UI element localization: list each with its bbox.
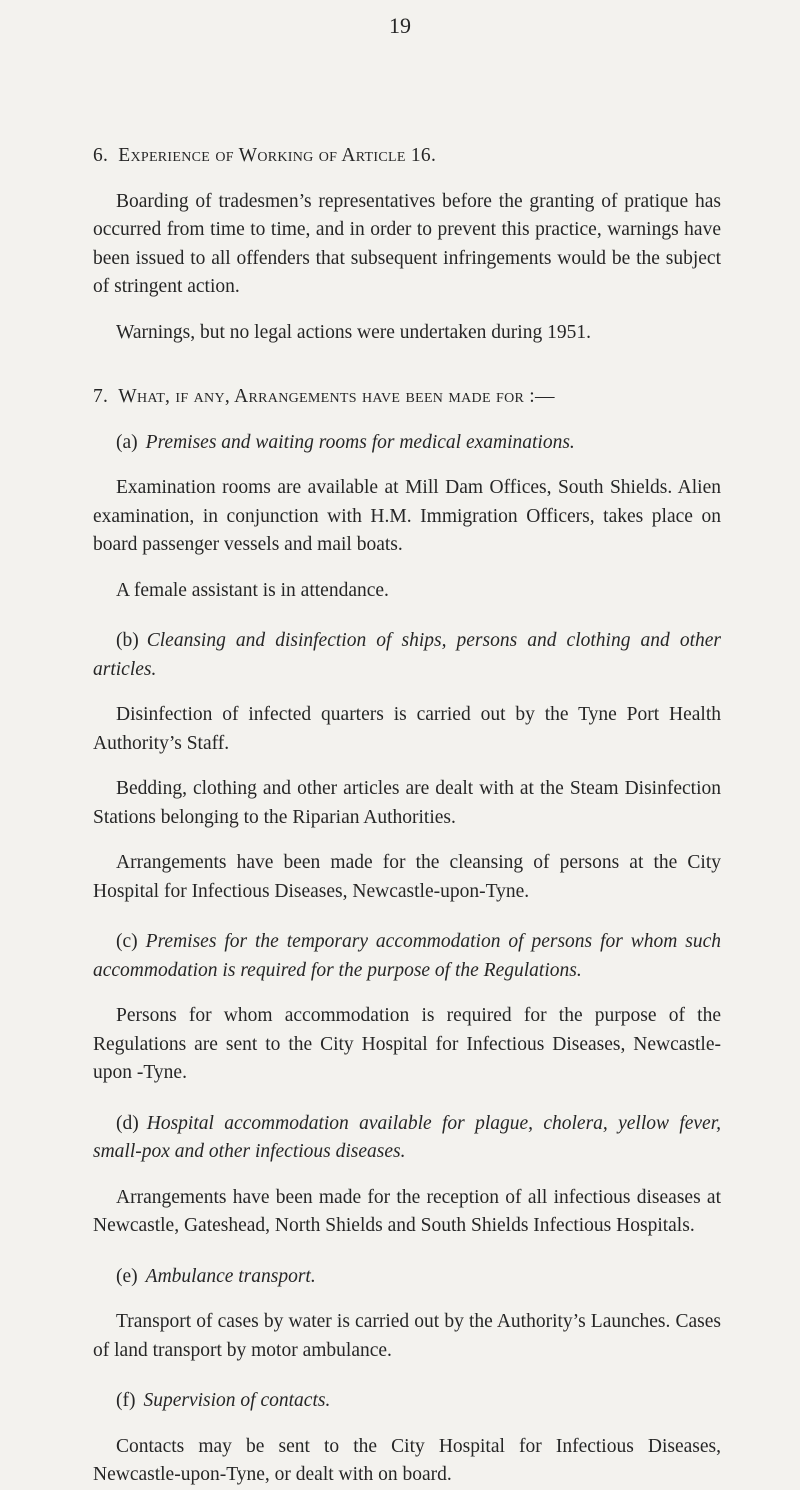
section-6-number: 6. [93,145,109,166]
subsection-title: Cleansing and disinfection of ships, persons and clothing and other articles. [93,630,721,680]
section-7-number: 7. [93,386,109,407]
subsection-c-heading [93,928,721,985]
paragraph: Examination rooms are available at Mill Dam Offices, South Shields. Alien examination, in conjunction with H.M. Immigration Officers, takes place on board passenger vessels and mail boats. [93,477,721,555]
paragraph: Bedding, clothing and other articles are dealt with at the Steam Disinfection Stations belonging to the Riparian Authorities. [93,778,721,828]
subsection-label: (e) [116,1265,138,1287]
paragraph: Warnings, but no legal actions were undertaken during 1951. [116,321,591,343]
paragraph: Persons for whom accommodation is required for the purpose of the Regulations are sent to the City Hospital for Infectious Diseases, Newcastle-upon -Tyne. [93,1005,721,1083]
paragraph: Disinfection of infected quarters is carried out by the Tyne Port Health Authority’s Staff. [93,704,721,754]
page-content [93,142,721,1490]
subsection-label: (d) [116,1112,139,1134]
section-6-heading [93,142,721,171]
subsection-d-heading [93,1110,721,1167]
paragraph: Boarding of tradesmen’s representatives before the granting of pratique has occurred from time to time, and in order to prevent this practice, warnings have been issued to all offenders that subsequent infringements would be the subject of stringent action. [93,190,721,297]
paragraph: Arrangements have been made for the cleansing of persons at the City Hospital for Infectious Diseases, Newcastle-upon-Tyne. [93,852,721,902]
subsection-title: Premises for the temporary accommodation of persons for whom such accommodation is required for the purpose of the Regulations. [93,931,721,981]
page-number: 19 [389,13,411,38]
section-7-title: What, if any, Arrangements have been made for :— [118,386,555,407]
subsection-b-heading [93,627,721,684]
subsection-e-heading [93,1263,721,1292]
subsection-title: Hospital accommodation available for plague, cholera, yellow fever, small-pox and other infectious diseases. [93,1112,721,1162]
subsection-title: Ambulance transport. [145,1265,316,1287]
subsection-a-heading [93,429,721,458]
subsection-f-heading [93,1387,721,1416]
paragraph: Contacts may be sent to the City Hospital for Infectious Diseases, Newcastle-upon-Tyne, or dealt with on board. [93,1435,721,1485]
paragraph: A female assistant is in attendance. [116,579,389,601]
paragraph: Transport of cases by water is carried out by the Authority’s Launches. Cases of land transport by motor ambulance. [93,1311,721,1361]
subsection-label: (a) [116,431,138,453]
subsection-label: (f) [116,1390,136,1411]
subsection-label: (c) [116,931,138,952]
subsection-label: (b) [116,630,139,651]
paragraph: Arrangements have been made for the reception of all infectious diseases at Newcastle, Gateshead, North Shields and South Shields Infectious Hospitals. [93,1186,721,1236]
section-7-heading [93,383,721,412]
subsection-title: Supervision of contacts. [143,1390,331,1411]
subsection-title: Premises and waiting rooms for medical examinations. [145,431,575,453]
section-6-title: Experience of Working of Article 16. [118,145,437,166]
